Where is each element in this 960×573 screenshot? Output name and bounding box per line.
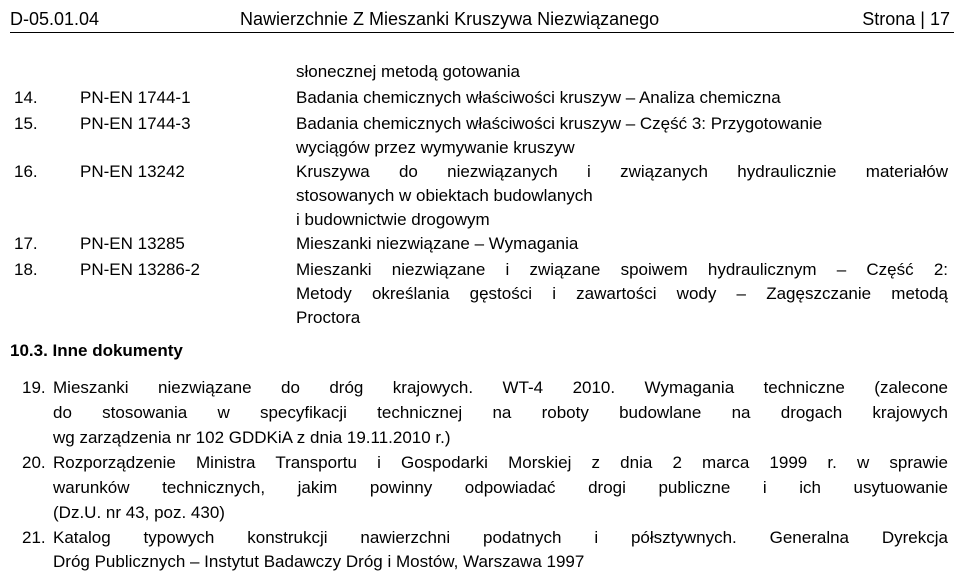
document-text: do stosowania w specyfikacji technicznej na roboty budowlane na drogach krajowych [53,403,948,422]
page-indicator: Strona | 17 [862,9,950,29]
page-label: Strona [862,9,916,29]
document-text: wg zarządzenia nr 102 GDDKiA z dnia 19.11.2010 r.) [53,428,451,447]
norm-code: PN-EN 1744-1 [80,88,191,107]
page-number: 17 [929,9,950,29]
norm-description: Metody określania gęstości i zawartości wody – Zagęszczanie metodą [296,284,948,303]
norm-description: wyciągów przez wymywanie kruszyw [296,138,575,157]
document-number: 21. [22,528,46,547]
norm-description: Badania chemicznych właściwości kruszyw – Część 3: Przygotowanie [296,114,823,133]
norm-number: 17. [14,234,38,253]
section-heading: 10.3. Inne dokumenty [10,341,183,360]
document-text: Dróg Publicznych – Instytut Badawczy Dróg i Mostów, Warszawa 1997 [53,552,585,571]
document-text: (Dz.U. nr 43, poz. 430) [53,503,225,522]
document-text: Rozporządzenie Ministra Transportu i Gospodarki Morskiej z dnia 2 marca 1999 r. w sprawie [53,453,948,472]
document-text: Mieszanki niezwiązane do dróg krajowych. WT-4 2010. Wymagania techniczne (zalecone [53,378,948,397]
norm-number: 16. [14,162,38,181]
norm-number: 18. [14,260,38,279]
norm-description: Proctora [296,308,361,327]
norm-code: PN-EN 13242 [80,162,185,181]
norm-code: PN-EN 13286-2 [80,260,201,279]
norm-number: 14. [14,88,38,107]
norm-description: Kruszywa do niezwiązanych i związanych hydraulicznie materiałów [296,162,948,181]
document-text: warunków technicznych, jakim powinny odpowiadać drogi publiczne i ich usytuowanie [53,478,948,497]
spec-title: Nawierzchnie Z Mieszanki Kruszywa Niezwiązanego [240,9,660,29]
norm-continuation: słonecznej metodą gotowania [296,62,520,81]
page-header [10,6,954,33]
norm-description: stosowanych w obiektach budowlanych [296,186,593,205]
document-number: 19. [22,378,46,397]
norm-description: Mieszanki niezwiązane – Wymagania [296,234,579,253]
norm-description: i budownictwie drogowym [296,210,490,229]
norm-code: PN-EN 13285 [80,234,185,253]
norm-code: PN-EN 1744-3 [80,114,191,133]
document-number: 20. [22,453,46,472]
norm-description: Badania chemicznych właściwości kruszyw – Analiza chemiczna [296,88,781,107]
spec-code: D-05.01.04 [10,9,100,29]
document-text: Katalog typowych konstrukcji nawierzchni podatnych i półsztywnych. Generalna Dyrekcja [53,528,948,547]
norm-description: Mieszanki niezwiązane i związane spoiwem hydraulicznym – Część 2: [296,260,948,279]
norm-number: 15. [14,114,38,133]
